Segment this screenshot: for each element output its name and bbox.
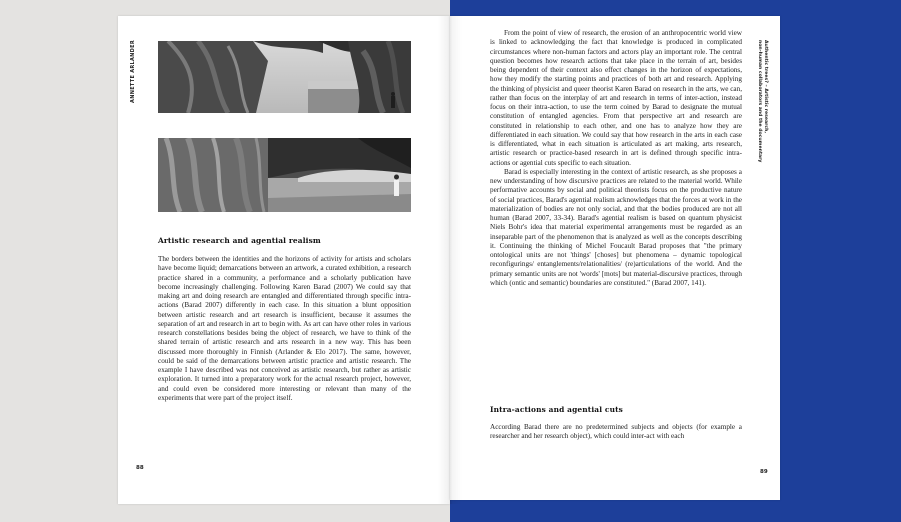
page-number: 89 xyxy=(760,469,768,475)
body-text xyxy=(490,423,742,442)
left-page xyxy=(118,16,450,504)
paragraph: According Barad there are no predetermined subjects and objects (for example a researcher and her research object), which could inter-act with each xyxy=(490,423,742,441)
body-text xyxy=(490,29,742,288)
running-head-author: ANNETTE ARLANDER xyxy=(130,40,136,103)
page-number: 88 xyxy=(136,465,144,471)
section-heading: Artistic research and agential realism xyxy=(158,236,321,245)
section-heading: Intra-actions and agential cuts xyxy=(490,405,623,414)
paragraph: Barad is especially interesting in the context of artistic research, as she proposes a new understanding of how discursive practices are related to the material world. While performative accounts by social and political theorists focus on the productive nature of social practices, Barad's agential realism acknowledges that the forces at work in the materialization of bodies are not only social, and that the bodies produced are not all human (Barad 2007, 33-34). Barad's agential realism is based on quantum physicist Niels Bohr's idea that material experimental arrangements must be regarded as an inseparable part of the phenomenon that is analyzed as well as the concepts describing it. Continuing the thinking of Michel Foucault Barad proposes that "the primary ontological units are not 'things' [choses] but phenomena – dynamic topological reconfigurings/ entanglements/relationalities/ (re)articulations of the world. And the primary semantic units are not 'words' [mots] but material-discursive practices, through which (ontic and semantic) boundaries are constituted." (Barad 2007, 141). xyxy=(490,167,742,287)
running-head-line: Authentic trees? – Artistic research, xyxy=(763,40,768,134)
photo-trees-sea-icon xyxy=(158,41,411,113)
body-text xyxy=(158,255,411,403)
running-head-title xyxy=(756,40,768,162)
paragraph: The borders between the identities and the horizons of activity for artists and scholars have become liquid; demarcations between an artwork, a curated exhibition, a research practice shared in a community, a performance and a scholarly publication have become increasingly challenging. Following Karen Barad (2007) We could say that making art and doing research are entangled and differentiated through specific intra-actions (Barad 2007) differently in each case. In this situation a blunt opposition between artistic research and art research is insufficient, because it assumes the separation of art and research in art to begin with. As art can have other roles in various research constellations besides being the object of research, we have to think of the shared terrain of artistic research and arts research in a new way. This has been discussed more thoroughly in Finnish (Arlander & Elo 2017). The same, however, could be said of the demarcations between artistic practice and artistic research. The example I have described was not conceived as artistic research, but rather as artistic exploration. It turned into a preparatory work for the actual research project, however, and could even be considered more interesting or relevant than many of the experiments that were part of the project itself. xyxy=(158,255,411,402)
running-head-line: non-human collaborators and the documentary xyxy=(757,40,762,163)
right-page xyxy=(450,16,780,500)
book-gutter xyxy=(438,16,462,504)
paragraph: From the point of view of research, the erosion of an anthropocentric world view is linked to acknowledging the fact that knowledge is produced in complicated circumstances where non-human factors and actors play an important role. The central question becomes how research actions that take place in the terrain of art, besides being dependent of their context also effect changes in the horizon of expectations, how they modify the starting points and practices of both art and research. Applying the thinking of physicist and queer theorist Karen Barad on research in the arts, we can, rather than focus on the interplay of art and research in terms of inter-action, instead focus on their intra-action, to use the term coined by Barad to designate the mutual constitution of entangled agencies. From that perspective art and research are constituted in relationship to each other, and one has to analyze how they are differentiated in each situation. We could say that how research in the arts in each case is differentiated, what in each situation is articulated as art making, arts research, artistic research or practice-based research in art is defined through specific intra-actions or agential cuts specific to each situation. xyxy=(490,29,742,167)
photo-tree-alley-icon xyxy=(158,138,411,212)
